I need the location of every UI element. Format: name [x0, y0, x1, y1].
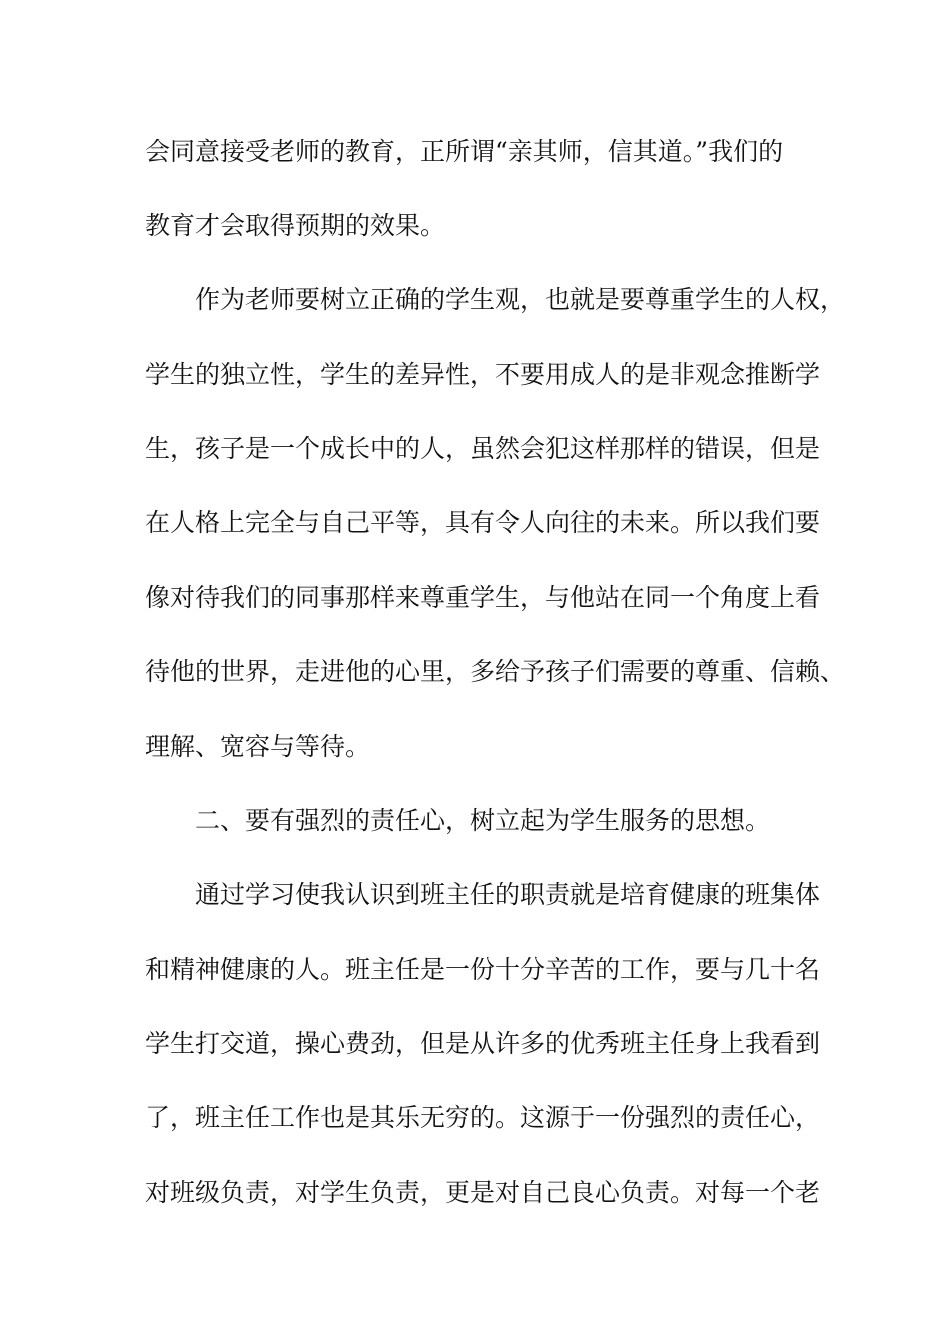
text-line: 像对待我们的同事那样来尊重学生，与他站在同一个角度上看: [145, 583, 821, 612]
text-line: 会同意接受老师的教育，正所谓“亲其师，信其道。”我们的: [145, 137, 784, 166]
text-line: 对班级负责，对学生负责，更是对自己良心负责。对每一个老: [145, 1178, 821, 1207]
paragraph-start-line: 作为老师要树立正确的学生观，也就是要尊重学生的人权，: [195, 285, 846, 314]
paragraph-start-line: 通过学习使我认识到班主任的职责就是培育健康的班集体: [195, 880, 821, 909]
text-line: 和精神健康的人。班主任是一份十分辛苦的工作，要与几十名: [145, 955, 821, 984]
text-line: 在人格上完全与自己平等，具有令人向往的未来。所以我们要: [145, 508, 821, 537]
text-line: 教育才会取得预期的效果。: [145, 211, 446, 240]
text-line: 了，班主任工作也是其乐无穷的。这源于一份强烈的责任心，: [145, 1103, 821, 1132]
section-heading: 二、要有强烈的责任心，树立起为学生服务的思想。: [195, 806, 771, 835]
text-line: 学生打交道，操心费劲，但是从许多的优秀班主任身上我看到: [145, 1029, 821, 1058]
text-line: 待他的世界，走进他的心里，多给予孩子们需要的尊重、信赖、: [145, 657, 846, 686]
text-line: 理解、宽容与等待。: [145, 732, 371, 761]
text-line: 学生的独立性，学生的差异性，不要用成人的是非观念推断学: [145, 360, 821, 389]
text-line: 生，孩子是一个成长中的人，虽然会犯这样那样的错误，但是: [145, 434, 821, 463]
